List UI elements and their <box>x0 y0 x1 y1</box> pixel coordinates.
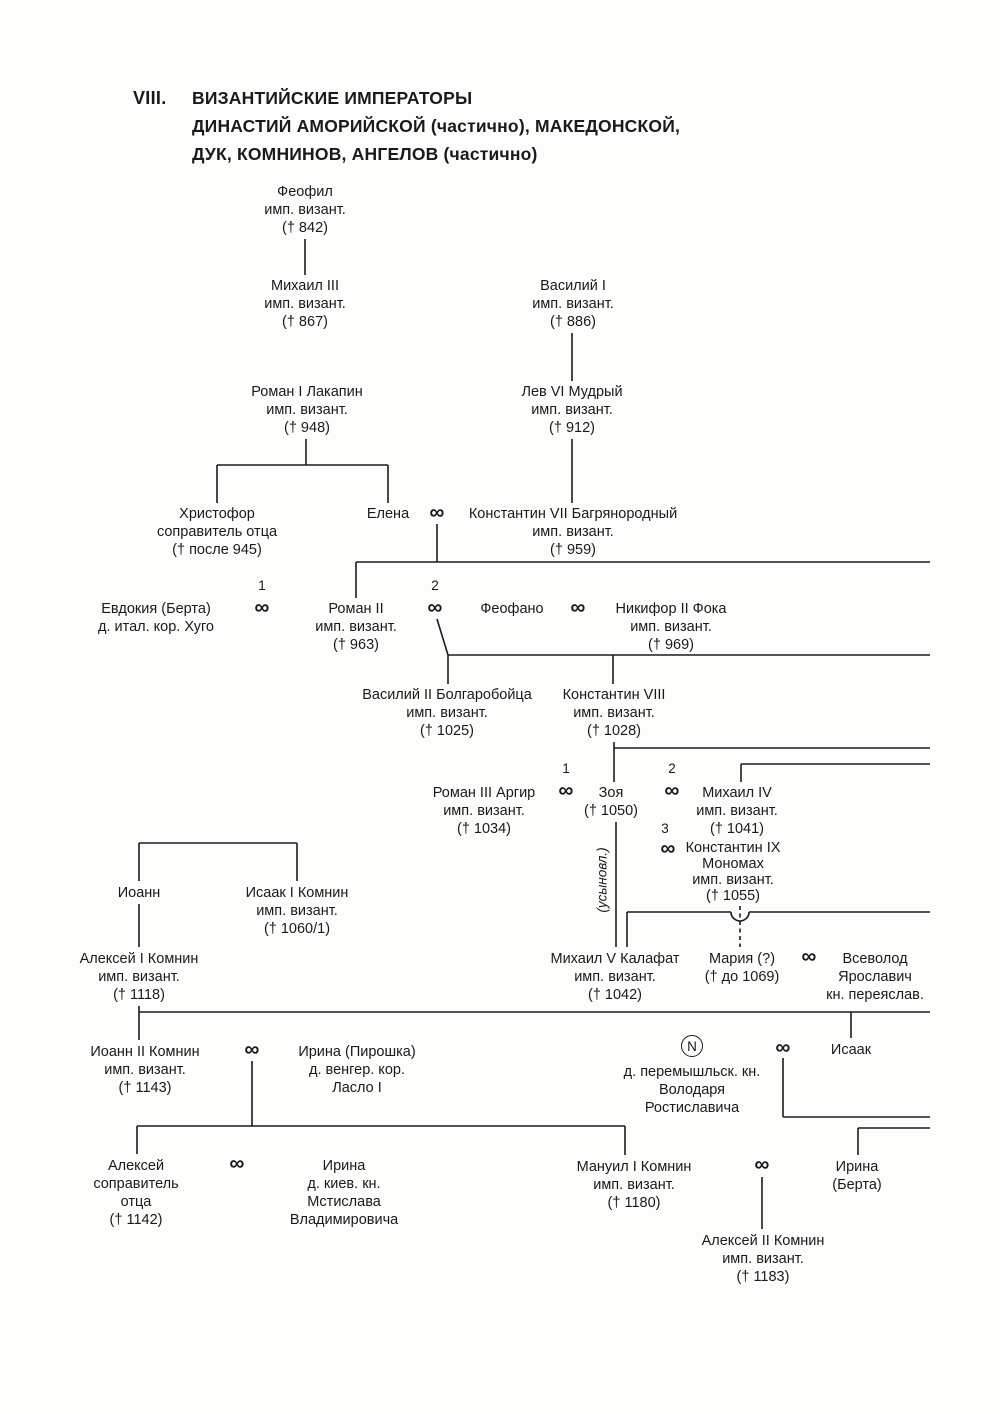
person-text-line: имп. визант. <box>593 1177 675 1193</box>
person-text-line: Ирина <box>835 1159 879 1175</box>
person-text-line: соправитель <box>93 1176 179 1192</box>
title-line-1: ВИЗАНТИЙСКИЕ ИМПЕРАТОРЫ <box>192 88 473 108</box>
person-node-mikhail-4 <box>696 784 778 838</box>
person-text-line: Константин VII Багрянородный <box>468 506 678 522</box>
person-text-line: († 1142) <box>109 1212 163 1228</box>
person-node-konstantin-7-bagryanorodnyy <box>469 505 677 559</box>
person-text-line: Феофано <box>480 601 544 617</box>
person-node-feofano <box>480 600 543 618</box>
person-node-aleksey-2-komnin <box>702 1232 825 1286</box>
person-text-line: († 1118) <box>113 987 165 1003</box>
person-text-line: имп. визант. <box>573 705 655 721</box>
marriage-symbol-elena-konstantin7: ∞ <box>429 501 445 524</box>
person-node-irina-berta <box>832 1158 882 1194</box>
person-text-line: Христофор <box>179 506 255 522</box>
person-node-konstantin-8 <box>563 686 666 740</box>
person-node-vasiliy-1 <box>532 277 614 331</box>
person-node-manuil-1-komnin <box>577 1158 692 1212</box>
section-number: VIII. <box>133 88 167 108</box>
person-node-roman-1-lakapin <box>251 383 363 437</box>
marriage-order-number: 1 <box>258 578 266 593</box>
person-text-line: Исаак I Комнин <box>245 885 349 901</box>
person-text-line: Василий I <box>540 278 606 294</box>
person-text-line: Константин VIII <box>562 687 666 703</box>
person-text-line: Ирина (Пирошка) <box>298 1044 416 1060</box>
person-text-line: Михаил III <box>270 278 339 294</box>
person-text-line: Роман III Аргир <box>432 785 536 801</box>
person-text-line: († 1143) <box>118 1080 172 1096</box>
person-text-line: Иоанн <box>117 885 161 901</box>
person-node-zoya <box>584 784 638 820</box>
person-text-line: Ирина <box>322 1158 366 1174</box>
person-text-line: († 1055) <box>705 888 761 904</box>
unknown-name-circle: N <box>681 1035 703 1057</box>
person-text-line: д. итал. кор. Хуго <box>97 619 215 635</box>
person-node-nikifor-2-foka <box>615 600 726 654</box>
person-text-line: имп. визант. <box>264 296 346 312</box>
person-text-line: Ласло I <box>332 1080 382 1096</box>
person-text-line: Константин IX <box>685 840 781 856</box>
marriage-symbol-roman2-feofano: ∞ <box>427 596 443 619</box>
person-text-line: Всеволод <box>842 951 908 967</box>
person-text-line: Василий II Болгаробойца <box>362 687 532 703</box>
person-text-line: имп. визант. <box>98 969 180 985</box>
person-text-line: Алексей II Комнин <box>701 1233 825 1249</box>
person-text-line: Ростиславича <box>644 1100 740 1116</box>
person-text-line: Владимировича <box>289 1212 399 1228</box>
person-node-vsevolod-yaroslavich <box>826 950 924 1004</box>
person-node-feofil <box>264 183 346 237</box>
person-text-line: имп. визант. <box>264 202 346 218</box>
person-text-line: Алексей I Комнин <box>79 951 199 967</box>
person-text-line: Зоя <box>598 785 624 801</box>
person-text-line: Ярославич <box>838 969 912 985</box>
person-text-line: († после 945) <box>172 542 262 558</box>
person-text-line: Мануил I Комнин <box>576 1159 692 1175</box>
person-node-doch-volodarya <box>624 1063 761 1117</box>
person-text-line: († 959) <box>550 542 596 558</box>
person-text-line: Мария (?) <box>708 951 776 967</box>
marriage-symbol-aleksey-irina: ∞ <box>229 1152 245 1175</box>
person-node-evdokia-berta <box>98 600 214 636</box>
person-text-line: Феофил <box>277 184 333 200</box>
person-text-line: имп. визант. <box>406 705 488 721</box>
person-node-isaak-1-komnin <box>246 884 349 938</box>
marriage-order-number: 1 <box>562 761 570 776</box>
person-text-line: († 1060/1) <box>263 921 331 937</box>
marriage-symbol-roman3-zoya: ∞ <box>558 779 574 802</box>
person-text-line: († 1180) <box>607 1195 661 1211</box>
person-text-line: имп. визант. <box>532 524 614 540</box>
person-text-line: Никифор II Фока <box>615 601 727 617</box>
person-text-line: Мстислава <box>307 1194 381 1210</box>
adopted-label: (усыновл.) <box>594 847 610 913</box>
person-text-line: († 886) <box>550 314 596 330</box>
person-text-line: имп. визант. <box>574 969 656 985</box>
marriage-symbol-ioann2-irina: ∞ <box>244 1038 260 1061</box>
marriage-order-number: 2 <box>668 761 676 776</box>
person-node-mariya <box>705 950 780 986</box>
person-text-line: Роман II <box>328 601 384 617</box>
person-text-line: († 969) <box>648 637 694 653</box>
person-text-line: († 1050) <box>583 803 639 819</box>
person-text-line: имп. визант. <box>315 619 397 635</box>
person-text-line: имп. визант. <box>692 872 774 888</box>
person-text-line: († 867) <box>282 314 328 330</box>
person-text-line: д. перемышльск. кн. <box>623 1064 761 1080</box>
person-text-line: имп. визант. <box>532 296 614 312</box>
person-text-line: Елена <box>366 506 410 522</box>
marriage-symbol-zoya-mikhail4: ∞ <box>664 779 680 802</box>
person-node-ioann-2-komnin <box>90 1043 199 1097</box>
person-text-line: († 963) <box>333 637 379 653</box>
person-text-line: имп. визант. <box>443 803 525 819</box>
person-text-line: Володаря <box>658 1082 726 1098</box>
person-node-irina-piroshka <box>298 1043 415 1097</box>
person-text-line: отца <box>120 1194 152 1210</box>
person-text-line: Евдокия (Берта) <box>101 601 211 617</box>
person-node-roman-2 <box>315 600 397 654</box>
person-text-line: имп. визант. <box>722 1251 804 1267</box>
person-node-irina-kievskaya <box>290 1157 398 1229</box>
marriage-symbol-mariya-vsevolod: ∞ <box>801 945 817 968</box>
marriage-symbol-feofano-nikifor2: ∞ <box>570 596 586 619</box>
person-text-line: Мономах <box>702 856 764 872</box>
person-node-ioann <box>118 884 161 902</box>
person-text-line: соправитель отца <box>156 524 278 540</box>
person-text-line: имп. визант. <box>630 619 712 635</box>
person-node-mikhail-5-kalafat <box>551 950 680 1004</box>
person-text-line: Лев VI Мудрый <box>521 384 623 400</box>
person-text-line: († 1028) <box>586 723 642 739</box>
person-text-line: († 1034) <box>456 821 512 837</box>
person-text-line: имп. визант. <box>696 803 778 819</box>
person-text-line: Михаил IV <box>702 785 772 801</box>
person-text-line: имп. визант. <box>104 1062 186 1078</box>
person-text-line: имп. визант. <box>266 402 348 418</box>
person-node-isaak <box>831 1041 871 1059</box>
marriage-symbol-doch-isaak: ∞ <box>775 1036 791 1059</box>
person-text-line: († до 1069) <box>704 969 780 985</box>
person-text-line: Алексей <box>107 1158 165 1174</box>
person-text-line: Роман I Лакапин <box>251 384 363 400</box>
person-node-lev-6-mudryy <box>521 383 622 437</box>
title-line-2: ДИНАСТИЙ АМОРИЙСКОЙ (частично), МАКЕДОНСКОЙ, <box>192 116 681 136</box>
person-node-vasiliy-2-bolgaroboytsa <box>362 686 532 740</box>
marriage-order-number: 3 <box>661 821 669 836</box>
person-text-line: († 1041) <box>709 821 764 837</box>
person-text-line: († 1025) <box>419 723 474 739</box>
person-text-line: († 1183) <box>736 1269 790 1285</box>
person-node-roman-3-argir <box>433 784 535 838</box>
person-text-line: д. киев. кн. <box>307 1176 381 1192</box>
person-text-line: Исаак <box>830 1042 872 1058</box>
person-text-line: кн. переяслав. <box>826 987 924 1003</box>
person-text-line: Михаил V Калафат <box>550 951 680 967</box>
person-text-line: († 948) <box>284 420 330 436</box>
person-text-line: д. венгер. кор. <box>309 1062 405 1078</box>
person-text-line: († 912) <box>549 420 595 436</box>
person-node-aleksey-sopravitel <box>93 1157 178 1229</box>
person-node-aleksey-1-komnin <box>80 950 199 1004</box>
marriage-symbol-zoya-konstantin9: ∞ <box>660 837 676 860</box>
person-text-line: (Берта) <box>832 1177 882 1193</box>
person-node-mikhail-3 <box>264 277 346 331</box>
person-text-line: Иоанн II Комнин <box>90 1044 200 1060</box>
person-text-line: имп. визант. <box>531 402 613 418</box>
person-text-line: имп. визант. <box>256 903 338 919</box>
person-node-khristofor <box>157 505 277 559</box>
person-text-line: († 842) <box>282 220 328 236</box>
title-line-3: ДУК, КОМНИНОВ, АНГЕЛОВ (частично) <box>192 144 538 164</box>
marriage-symbol-manuil-berta: ∞ <box>754 1153 770 1176</box>
person-text-line: († 1042) <box>587 987 643 1003</box>
marriage-order-number: 2 <box>431 578 439 593</box>
person-node-konstantin-9-monomakh <box>686 840 781 904</box>
marriage-symbol-evdokia-roman2: ∞ <box>254 596 270 619</box>
person-node-elena <box>367 505 409 523</box>
